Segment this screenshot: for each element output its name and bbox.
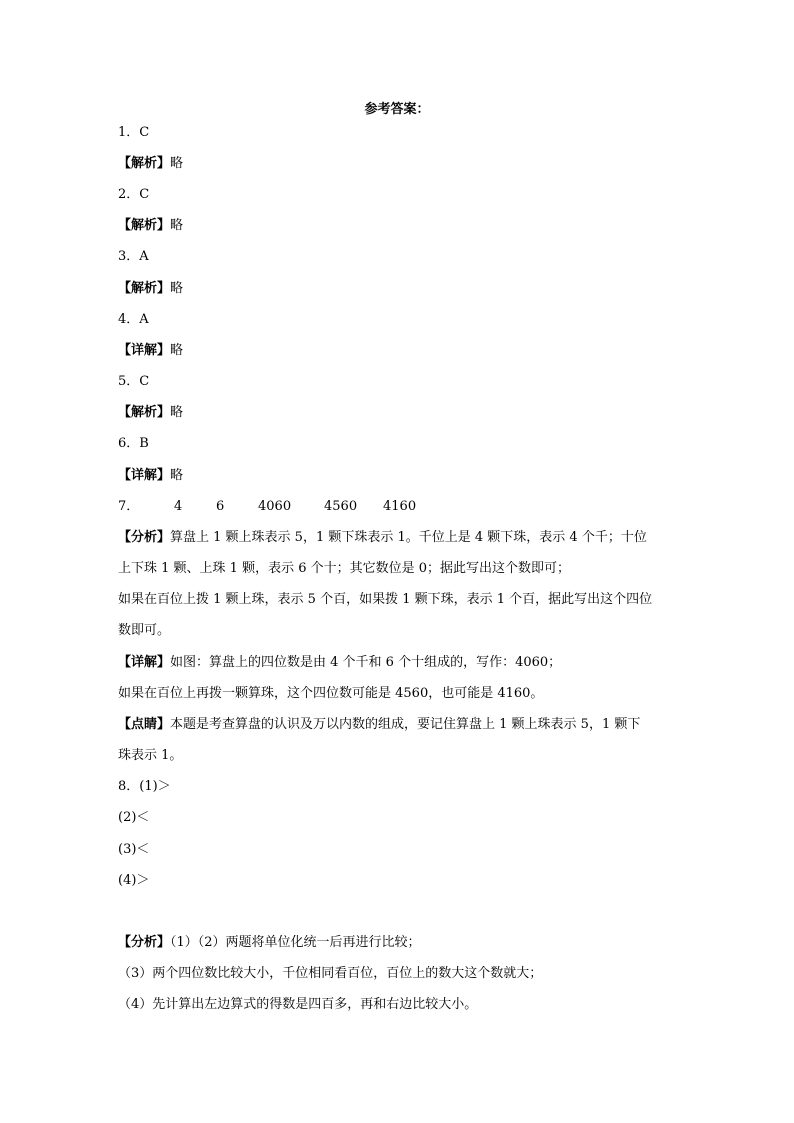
detail-tag: 【详解】: [118, 655, 171, 670]
blank-answer: 6: [216, 499, 225, 514]
answer-8-part-1: 8．(1)＞: [118, 779, 171, 794]
note-tag: 【解析】: [118, 156, 171, 171]
note-3: [118, 280, 183, 298]
answer-6: 6．B: [118, 436, 149, 451]
q8-analysis-line-3: （4）先计算出左边算式的得数是四百多，再和右边比较大小。: [118, 997, 478, 1012]
q7-analysis-line-4: 数即可。: [118, 623, 171, 638]
note-tag: 【解析】: [118, 218, 171, 233]
analysis-tag: 【分析】: [118, 935, 171, 950]
q8-analysis-line-2: （3）两个四位数比较大小，千位相同看百位，百位上的数大这个数就大；: [118, 966, 543, 981]
answer-4: 4．A: [118, 312, 149, 327]
note-text: 略: [170, 405, 184, 420]
q7-detail-line-2: 如果在百位上再拨一颗算珠，这个四位数可能是 4560，也可能是 4160。: [118, 686, 544, 701]
note-text: 略: [170, 218, 184, 233]
q7-point-line-1: [118, 716, 640, 734]
analysis-tag: 【分析】: [118, 530, 171, 545]
note-tag: 【详解】: [118, 343, 171, 358]
q7-point-line-2: 珠表示 1。: [118, 748, 183, 763]
q7-analysis-line-2: 上下珠 1 颗、上珠 1 颗，表示 6 个十；其它数位是 0；据此写出这个数即可；: [118, 561, 571, 576]
q7-detail-line-1: [118, 654, 561, 672]
note-text: 略: [170, 343, 184, 358]
analysis-text: 算盘上 1 颗上珠表示 5，1 颗下珠表示 1。千位上是 4 颗下珠，表示 4 个千；十位: [170, 530, 647, 545]
note-tag: 【详解】: [118, 468, 171, 483]
answer-3: 3．A: [118, 249, 149, 264]
note-text: 略: [170, 281, 184, 296]
note-text: 略: [170, 468, 184, 483]
question-number: 7．: [118, 499, 140, 514]
blank-answer: 4: [174, 499, 183, 514]
answer-7: [118, 498, 416, 516]
answer-1: 1．C: [118, 125, 150, 140]
analysis-text: （1）（2）两题将单位化统一后再进行比较；: [170, 935, 421, 950]
note-1: [118, 155, 183, 173]
answer-2: 2．C: [118, 187, 150, 202]
detail-text: 如图：算盘上的四位数是由 4 个千和 6 个十组成的，写作：4060；: [170, 655, 562, 670]
answer-8-part-2: (2)＜: [118, 810, 150, 825]
note-tag: 【解析】: [118, 281, 171, 296]
note-4: [118, 342, 183, 360]
q8-analysis-line-1: [118, 934, 421, 952]
note-tag: 【解析】: [118, 405, 171, 420]
q7-analysis-line-3: 如果在百位上拨 1 颗上珠，表示 5 个百，如果拨 1 颗下珠，表示 1 个百，据此写出这个四位: [118, 592, 653, 607]
note-5: [118, 404, 183, 422]
answer-key-title: 参考答案：: [364, 102, 430, 117]
note-2: [118, 217, 183, 235]
point-tag: 【点睛】: [118, 717, 171, 732]
answer-5: 5．C: [118, 374, 150, 389]
q7-analysis-line-1: [118, 529, 647, 547]
blank-answer: 4060: [258, 499, 292, 514]
note-text: 略: [170, 156, 184, 171]
answer-8-part-3: (3)＜: [118, 842, 150, 857]
answer-8-part-4: (4)＞: [118, 873, 150, 888]
blank-answer: 4560: [324, 499, 358, 514]
note-6: [118, 467, 183, 485]
point-text: 本题是考查算盘的认识及万以内数的组成，要记住算盘上 1 颗上珠表示 5，1 颗下: [170, 717, 641, 732]
blank-answer: 4160: [383, 499, 417, 514]
